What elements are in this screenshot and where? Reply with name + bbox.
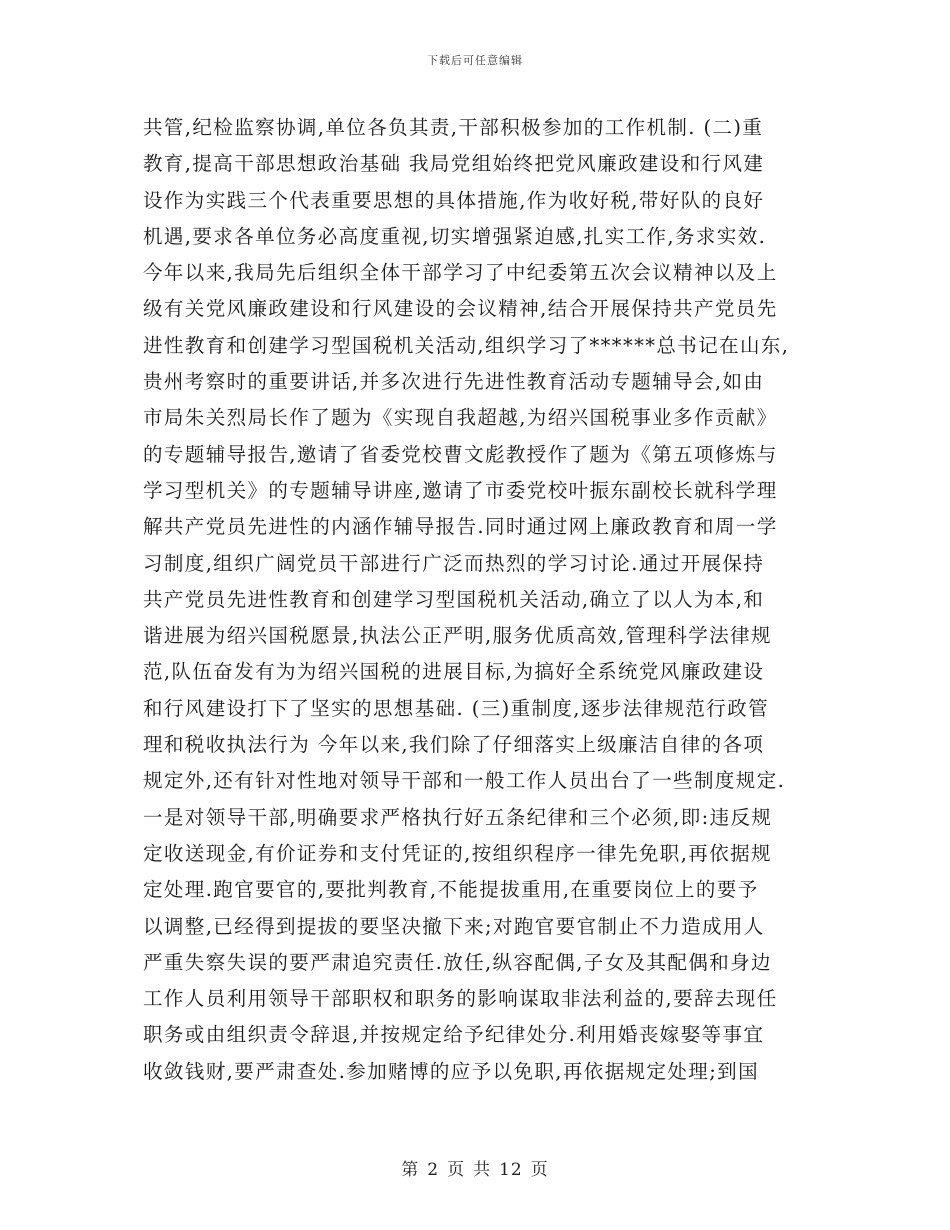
total-pages: 12 [499,1160,523,1180]
page-number: 2 [427,1160,440,1180]
body-line: 进性教育和创建学习型国税机关活动,组织学习了******总书记在山东, [143,333,790,357]
body-line: 今年以来,我局先后组织全体干部学习了中纪委第五次会议精神以及上 [143,261,778,285]
body-line: 严重失察失误的要严肃追究责任.放任,纵容配偶,子女及其配偶和身边 [143,950,772,974]
body-line: 学习型机关》的专题辅导讲座,邀请了市委党校叶振东副校长就科学理 [143,478,778,502]
footer-page-word: 页 [447,1160,466,1180]
document-body [143,110,813,1090]
footer-total-word: 共 [473,1160,492,1180]
body-line: 一是对领导干部,明确要求严格执行好五条纪律和三个必须,即:违反规 [143,805,773,829]
page-footer [0,1155,950,1180]
body-line: 共管,纪检监察协调,单位各负其责,干部积极参加的工作机制. (二)重 [143,116,764,139]
footer-suffix: 页 [530,1160,549,1180]
body-line: 设作为实践三个代表重要思想的具体措施,作为收好税,带好队的良好 [143,188,765,212]
body-line: 机遇,要求各单位务必高度重视,切实增强紧迫感,扎实工作,务求实效. [143,224,767,248]
body-line: 贵州考察时的重要讲话,并多次进行先进性教育活动专题辅导会,如由 [143,370,765,394]
page-header: 下载后可任意编辑 [427,54,523,67]
body-line: 谐进展为绍兴国税愿景,执法公正严明,服务优质高效,管理科学法律规 [143,624,772,648]
body-line: 范,队伍奋发有为为绍兴国税的进展目标,为搞好全系统党风廉政建设 [143,660,765,684]
body-line: 定处理.跑官要官的,要批判教育,不能提拔重用,在重要岗位上的要予 [143,878,759,902]
body-line: 规定外,还有针对性地对领导干部和一般工作人员出台了一些制度规定. [143,769,786,793]
body-line: 定收送现金,有价证券和支付凭证的,按组织程序一律先免职,再依据规 [143,841,772,865]
body-line: 级有关党风廉政建设和行风建设的会议精神,结合开展保持共产党员先 [143,297,778,321]
footer-prefix: 第 [401,1160,420,1180]
body-line: 理和税收执法行为 今年以来,我们除了仔细落实上级廉洁自律的各项 [143,733,765,757]
body-line: 以调整,已经得到提拔的要坚决撤下来;对跑官要官制止不力造成用人 [143,914,765,938]
body-line: 职务或由组织责令辞退,并按规定给予纪律处分.利用婚丧嫁娶等事宜 [143,1023,765,1047]
body-line: 和行风建设打下了坚实的思想基础. (三)重制度,逐步法律规范行政管 [143,696,770,720]
body-line: 习制度,组织广阔党员干部进行广泛而热烈的学习讨论.通过开展保持 [143,551,765,575]
body-line: 工作人员利用领导干部职权和职务的影响谋取非法利益的,要辞去现任 [143,987,778,1011]
body-line: 解共产党员先进性的内涵作辅导报告.同时通过网上廉政教育和周一学 [143,515,778,539]
body-line: 教育,提高干部思想政治基础 我局党组始终把党风廉政建设和行风建 [143,152,765,176]
body-line: 的专题辅导报告,邀请了省委党校曹文彪教授作了题为《第五项修炼与 [143,442,778,466]
body-line: 共产党员先进性教育和创建学习型国税机关活动,确立了以人为本,和 [143,587,765,611]
body-line: 市局朱关烈局长作了题为《实现自我超越,为绍兴国税事业多作贡献》 [143,406,778,430]
body-line: 收敛钱财,要严肃查处.参加赌博的应予以免职,再依据规定处理;到国 [143,1059,759,1083]
